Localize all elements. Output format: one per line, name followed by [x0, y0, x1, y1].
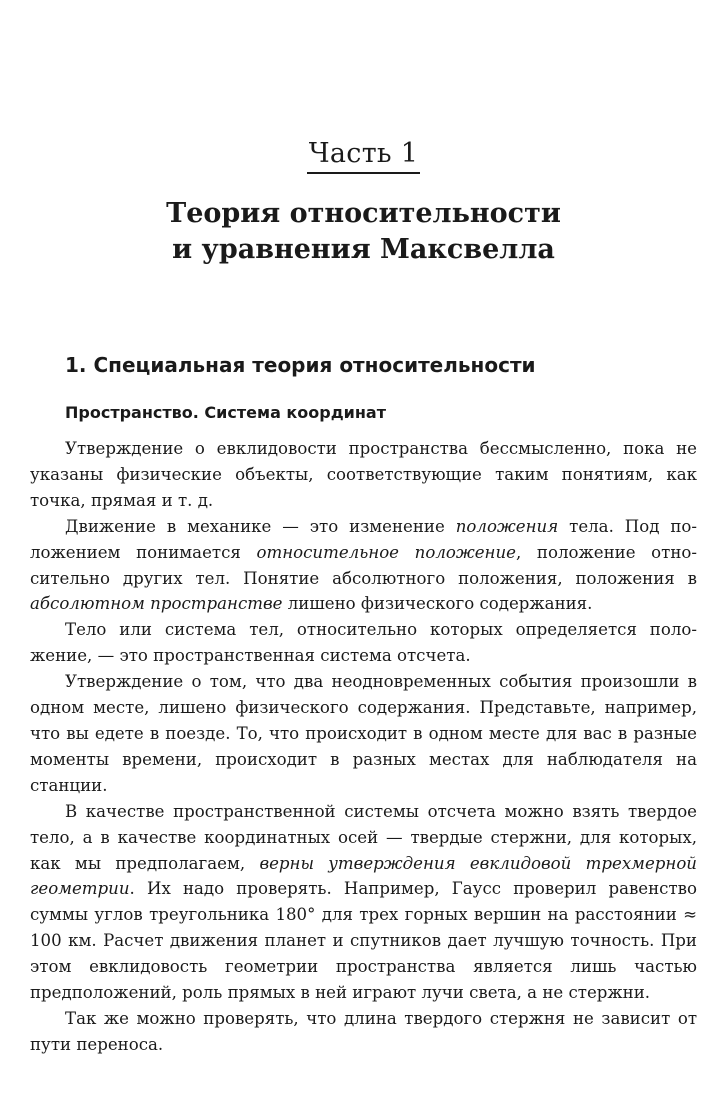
paragraph-text: лишено физического содержания. — [282, 594, 593, 614]
paragraph-text: В качестве пространственной системы отсчета можно взять твердое тело, а в качестве координатных осей — твердые стержни, для которых, как мы предполагаем, — [30, 801, 697, 873]
body-text — [30, 436, 697, 1058]
paragraph-text: Утверждение о том, что два неодновременных события произошли в одном месте, лишено физического содержания. Представьте, например, что вы едете в поезде. То, что происходит в одном месте для вас в разные моменты времени, происходит в разных местах для наблюдателя на станции. — [30, 672, 697, 795]
subsection-title: Пространство. Система координат — [65, 403, 386, 422]
paragraph-text: , положение относительно других тел. Понятие абсолютного положения, положения в — [30, 542, 697, 588]
paragraph-text: . Их надо проверять. Например, Гаусс проверил равенство суммы углов треугольника 180° для трех горных вершин на расстоянии ≈ 100 км. Расчет движения планет и спутников дает лучшую точность. При этом евклидовость геометрии пространства является лишь частью предположений, роль прямых в ней играют лучи света, а не стержни. — [30, 879, 697, 1003]
paragraph-4 — [30, 669, 697, 799]
paragraph-text: Движение в механике — это изменение — [65, 516, 456, 536]
paragraph-1 — [30, 436, 697, 514]
paragraph-text: Утверждение о евклидовости пространства бессмысленно, пока не указаны физические объекты, соответствующие таким понятиям, как точка, прямая и т. д. — [30, 439, 697, 510]
paragraph-text: Так же можно проверять, что длина твердого стержня не зависит от пути переноса. — [30, 1008, 697, 1054]
paragraph-5 — [30, 799, 697, 1006]
paragraph-text: тела. Под положением понимается — [30, 516, 697, 562]
emphasis: верны утверждения евклидовой трехмерной геометрии — [30, 853, 697, 899]
paragraph-6 — [30, 1006, 697, 1058]
emphasis: абсолютном пространстве — [30, 594, 283, 614]
section-title: 1. Специальная теория относительности — [65, 353, 536, 377]
emphasis: положения — [455, 516, 559, 536]
paragraph-text: Тело или система тел, относительно которых определяется положение, — это пространственная система отсчета. — [30, 620, 697, 666]
part-title — [30, 196, 697, 268]
emphasis: относительное положение — [256, 542, 516, 562]
paragraph-3 — [30, 617, 697, 669]
part-label-text: Часть 1 — [307, 138, 421, 174]
part-title-line-2: и уравнения Максвелла — [172, 234, 555, 265]
part-label — [30, 138, 697, 174]
paragraph-2 — [30, 514, 697, 618]
part-title-line-1: Теория относительности — [166, 198, 561, 229]
